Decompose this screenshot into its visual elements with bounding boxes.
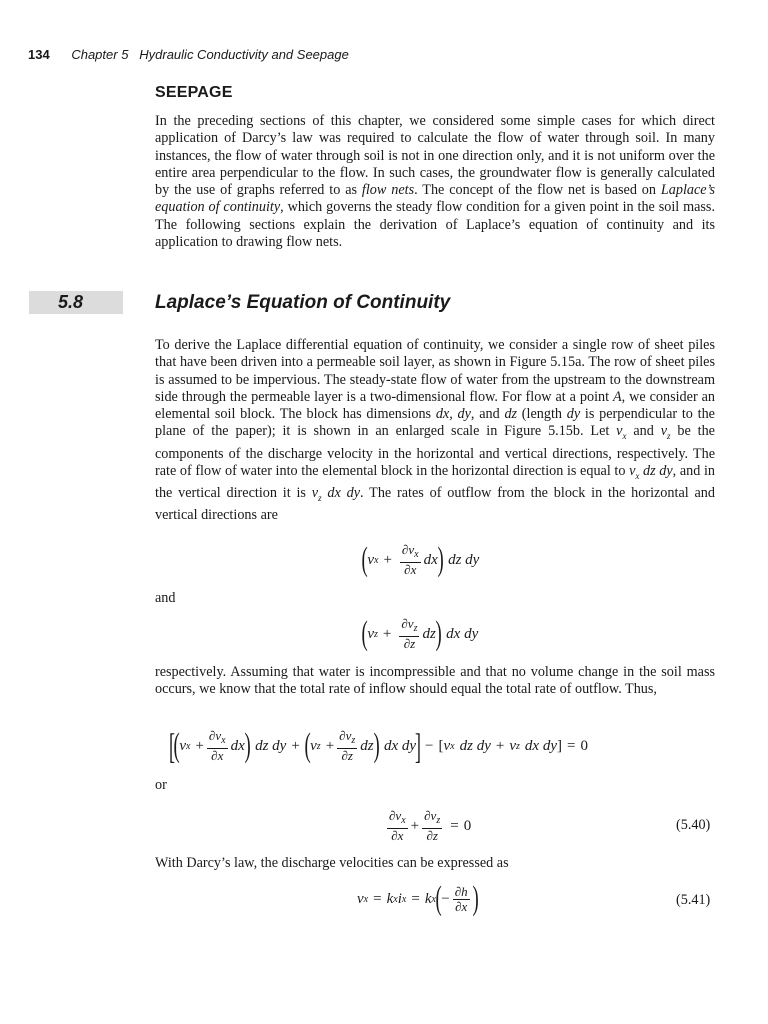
section-number: 5.8 <box>58 292 84 312</box>
body-paragraph-1 <box>155 337 715 524</box>
text-run: In the preceding sections of this chapter, we considered some simple cases for which direct application of Darcy’s law was required to calculate the flow of water through soil. In many instances, the flow of water through soil is not in one direction only, and it is not uniform over the entire area perpendicular to the flow. In such cases, the groundwater flow is generally calculated by the use of graphs referred to as <box>155 113 715 199</box>
body-paragraph-3: With Darcy’s law, the discharge velocities can be expressed as <box>155 855 509 871</box>
equation-5-40: $\frac{\partial v_x}{\partial x}$ + $\frac{\partial v_z}{\partial z}$ = 0 <box>389 808 472 843</box>
point-a: A <box>612 388 622 405</box>
math-dz: dz <box>504 406 518 423</box>
seepage-heading: SEEPAGE <box>155 84 233 101</box>
page-number: 134 <box>28 47 50 62</box>
text-run: To derive the Laplace differential equation of continuity, we consider a single row of sheet piles that have been driven into a permeable soil layer, as shown in Figure 5.15a. The row of sheet piles is assumed to be impervious. The steady-state flow of water from the upstream to the downstream side through the permeable layer is a two-dimensional flow. For flow at a point <box>155 337 715 405</box>
text-run: . The concept of the flow net is based on <box>414 182 661 199</box>
math-dy: dy <box>566 406 581 423</box>
text-run: . The rates of outflow from the block in the horizontal and vertical directions are <box>155 485 715 524</box>
term-flow-nets: flow nets <box>361 182 415 199</box>
text-run: , and <box>470 406 505 423</box>
section-title: Laplace’s Equation of Continuity <box>155 292 451 313</box>
seepage-paragraph <box>155 113 715 251</box>
math-dims: dx, dy <box>435 406 471 423</box>
math-vz-dx-dy-rest: dx dy <box>321 485 361 502</box>
equation-number-5-41: (5.41) <box>676 892 711 908</box>
math-vx-dz-dy: v <box>629 462 636 479</box>
term-laplace-equation: Laplace’s equation of continuity <box>155 182 716 216</box>
math-sub: z <box>667 431 671 442</box>
text-run: be the components of the discharge velocity in the horizontal and vertical directions, respectively. The rate of flow of water into the elemental block in the horizontal direction is equal to <box>155 423 715 479</box>
running-head <box>28 47 349 62</box>
equation-5-41: v x = k x i x = k x ( − $\frac{\partial h}{\partial x}$ ) <box>357 880 479 917</box>
text-run: , we consider an elemental soil block. The block has dimensions <box>155 388 715 423</box>
math-vz: v <box>660 423 668 440</box>
math-sub: x <box>635 470 640 481</box>
chapter-title: Chapter 5 Hydraulic Conductivity and Seepage <box>71 47 349 62</box>
equation-number-5-40: (5.40) <box>676 817 711 833</box>
text-run: , which governs the steady flow condition for a given point in the soil mass. The following sections explain the derivation of Laplace’s equation of continuity and its application to drawing flow nets. <box>155 199 716 251</box>
math-vx: v <box>616 423 623 440</box>
word-and: and <box>155 590 176 606</box>
equation-vertical-outflow: ( v z + $\frac{\partial v_z}{\partial z}$ dz ) dx dy <box>361 615 479 652</box>
text-run: (length <box>517 406 567 423</box>
equation-flow-balance: [ ( v x + $\frac{\partial v_x}{\partial x}$ dx ) dz dy + ( v z + $\frac{\partial v_z}{\partial z}$ dz ) dx dy ] − [ v x dz dy + v z dx dy ] = 0 <box>169 726 588 766</box>
text-run: , and in the vertical direction it is <box>155 462 715 502</box>
math-vx-dz-dy-rest: dz dy <box>639 462 673 479</box>
equation-horizontal-outflow: ( v x + $\frac{\partial v_x}{\partial x}$ dx ) dz dy <box>361 541 480 578</box>
math-vz-dx-dy: v <box>311 485 319 502</box>
text-run: is perpendicular to the plane of the paper); it is shown in an enlarged scale in Figure 5.15b. Let <box>155 406 715 440</box>
math-sub: z <box>318 492 322 503</box>
word-or: or <box>155 777 167 793</box>
math-sub: x <box>622 431 627 442</box>
text-run: and <box>626 423 661 440</box>
body-paragraph-2: respectively. Assuming that water is incompressible and that no volume change in the soil mass occurs, we know that the total rate of inflow should equal the total rate of outflow. Thus, <box>155 664 715 698</box>
